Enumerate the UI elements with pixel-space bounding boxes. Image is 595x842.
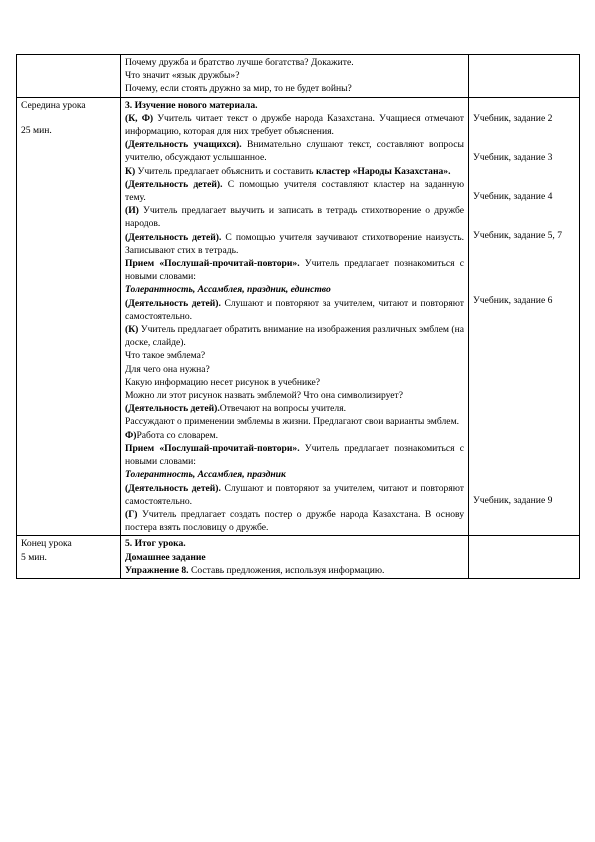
activity-paragraph: (И) Учитель предлагает выучить и записать в тетрадь стихотворение о дружбе народов.: [125, 205, 464, 230]
stage-label: Конец урока: [21, 538, 72, 550]
resources-cell: [469, 97, 580, 536]
resource-item: Учебник, задание 4: [473, 191, 553, 203]
activity-paragraph: (К) Учитель предлагает обратить внимание на изображения различных эмблем (на доске, слайде).: [125, 324, 464, 349]
activity-paragraph: (К, Ф) Учитель читает текст о дружбе народа Казахстана. Учащиеся отмечают информацию, которая для них требует объяснения.: [125, 112, 464, 138]
resource-item: Учебник, задание 2: [473, 112, 553, 124]
stage-cell: [17, 536, 121, 579]
question-line: Почему, если стоять дружно за мир, то не будет войны?: [125, 83, 352, 95]
resource-item: Учебник, задание 3: [473, 151, 553, 163]
question-line: Почему дружба и братство лучше богатства? Докажите.: [125, 57, 354, 68]
activity-paragraph: (Деятельность детей). С помощью учителя составляют кластер на заданную тему.: [125, 178, 464, 204]
activity-paragraph: К) Учитель предлагает объяснить и составить кластер «Народы Казахстана».: [125, 165, 451, 177]
activity-paragraph: (Г) Учитель предлагает создать постер о дружбе народа Казахстана. В основу постера взять пословицу о дружбе.: [125, 508, 464, 534]
vocabulary-words: Толерантность, Ассамблея, праздник, единство: [125, 284, 331, 296]
stage-cell: [17, 97, 121, 536]
stage-time: 25 мин.: [21, 124, 52, 136]
table-row: [17, 97, 580, 536]
activity-paragraph: Рассуждают о применении эмблемы в жизни. Предлагают свои варианты эмблем.: [125, 416, 460, 428]
stage-cell: [17, 55, 121, 98]
section-heading: 5. Итог урока.: [125, 538, 186, 550]
activity-paragraph: (Деятельность детей). С помощью учителя заучивают стихотворение наизусть. Записывают стих в тетрадь.: [125, 231, 464, 256]
question-line: Можно ли этот рисунок назвать эмблемой? Что она символизирует?: [125, 390, 404, 402]
question-line: Для чего она нужна?: [125, 363, 210, 375]
content-cell: [121, 97, 469, 536]
homework-label: Домашнее задание: [125, 551, 206, 563]
activity-paragraph: (Деятельность детей). Слушают и повторяют за учителем, читают и повторяют самостоятельно.: [125, 482, 464, 507]
resource-item: Учебник, задание 6: [473, 295, 553, 307]
question-line: Что значит «язык дружбы»?: [125, 70, 240, 82]
resource-item: Учебник, задание 5, 7: [473, 230, 562, 242]
activity-paragraph: (Деятельность детей). Слушают и повторяют за учителем, читают и повторяют самостоятельно.: [125, 297, 464, 322]
activity-paragraph: (Деятельность учащихся). Внимательно слушают текст, составляют вопросы учителю, обсуждают услышанное.: [125, 139, 464, 164]
section-heading: 3. Изучение нового материала.: [125, 99, 258, 111]
lesson-plan-table: [16, 54, 580, 579]
activity-paragraph: Ф)Работа со словарем.: [125, 429, 219, 441]
activity-paragraph: (Деятельность детей).Отвечают на вопросы учителя.: [125, 403, 347, 415]
vocabulary-words: Толерантность, Ассамблея, праздник: [125, 469, 286, 481]
resources-cell: [469, 536, 580, 579]
content-cell: [121, 536, 469, 579]
activity-paragraph: Прием «Послушай-прочитай-повтори». Учитель предлагает познакомиться с новыми словами:: [125, 258, 464, 283]
exercise-line: Упражнение 8. Составь предложения, используя информацию.: [125, 564, 385, 576]
resource-item: Учебник, задание 9: [473, 494, 553, 506]
stage-label: Середина урока: [21, 99, 86, 111]
question-line: Что такое эмблема?: [125, 350, 206, 362]
table-row: [17, 536, 580, 579]
resources-cell: [469, 55, 580, 98]
question-line: Какую информацию несет рисунок в учебнике?: [125, 376, 321, 388]
content-cell: [121, 55, 469, 98]
activity-paragraph: Прием «Послушай-прочитай-повтори». Учитель предлагает познакомиться с новыми словами:: [125, 442, 464, 468]
table-row: [17, 55, 580, 98]
stage-time: 5 мин.: [21, 551, 47, 563]
